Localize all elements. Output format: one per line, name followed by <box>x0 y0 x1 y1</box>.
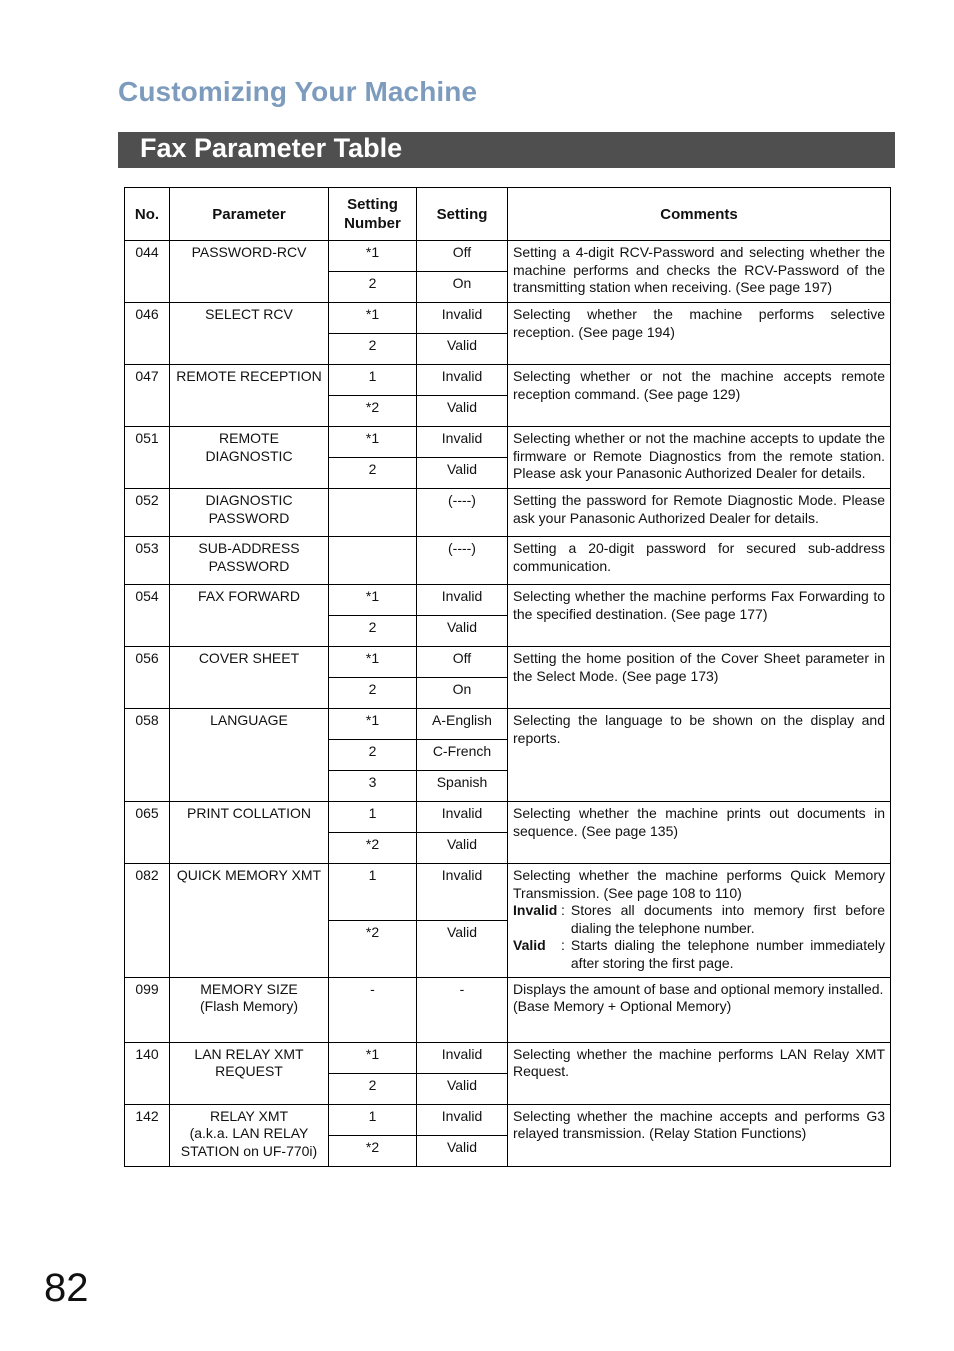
column-header-no: No. <box>125 188 170 241</box>
setting-value: Invalid <box>417 1042 508 1073</box>
setting-value: - <box>417 977 508 1042</box>
param-number: 052 <box>125 489 170 537</box>
setting-value: Invalid <box>417 1104 508 1135</box>
setting-value: Invalid <box>417 303 508 334</box>
setting-value: Off <box>417 241 508 272</box>
column-header-setting-number: Setting Number <box>329 188 417 241</box>
setting-value: Valid <box>417 396 508 427</box>
setting-value: Invalid <box>417 864 508 921</box>
column-header-setting: Setting <box>417 188 508 241</box>
fax-parameter-table <box>124 187 891 1167</box>
setting-number: *1 <box>329 427 417 458</box>
chapter-title: Customizing Your Machine <box>118 76 478 107</box>
setting-number: 3 <box>329 771 417 802</box>
page-number: 82 <box>44 1266 89 1310</box>
param-comment <box>508 1042 891 1104</box>
note-text: Starts dialing the telephone number immediately after storing the first page. <box>570 937 885 971</box>
setting-number <box>329 489 417 537</box>
comment-text: Selecting whether the machine performs Quick Memory Transmission. (See page 108 to 110) <box>513 867 885 901</box>
table-row <box>125 303 891 334</box>
param-comment <box>508 585 891 647</box>
param-comment <box>508 802 891 864</box>
setting-number: 2 <box>329 334 417 365</box>
param-comment <box>508 427 891 489</box>
table-body <box>125 241 891 1167</box>
table-row <box>125 489 891 537</box>
table-header-row <box>125 188 891 241</box>
comment-text: Selecting whether or not the machine accepts to update the firmware or Remote Diagnostics from the remote station. Please ask your Panasonic Authorized Dealer for details. <box>513 430 885 482</box>
table-row <box>125 709 891 740</box>
setting-number: 2 <box>329 272 417 303</box>
note-separator: : <box>561 902 565 919</box>
setting-value: Invalid <box>417 802 508 833</box>
setting-number: *1 <box>329 647 417 678</box>
param-name: LANGUAGE <box>170 709 329 802</box>
param-number: 065 <box>125 802 170 864</box>
comment-text: Selecting whether the machine prints out documents in sequence. (See page 135) <box>513 805 885 839</box>
comment-text: Selecting whether the machine performs LAN Relay XMT Request. <box>513 1045 885 1080</box>
param-name: QUICK MEMORY XMT <box>170 864 329 978</box>
setting-number: 2 <box>329 1073 417 1104</box>
setting-number: - <box>329 977 417 1042</box>
column-header-comments: Comments <box>508 188 891 241</box>
setting-number: *1 <box>329 1042 417 1073</box>
setting-value: A-English <box>417 709 508 740</box>
setting-value: Spanish <box>417 771 508 802</box>
comment-text: Setting the password for Remote Diagnostic Mode. Please ask your Panasonic Authorized Dealer for details. <box>513 492 885 526</box>
param-number: 051 <box>125 427 170 489</box>
param-comment <box>508 303 891 365</box>
setting-number: 1 <box>329 802 417 833</box>
note-key: Invalid <box>513 902 558 919</box>
table-row <box>125 241 891 272</box>
param-number: 058 <box>125 709 170 802</box>
comment-text: Setting a 20-digit password for secured sub-address communication. <box>513 540 885 574</box>
setting-value: C-French <box>417 740 508 771</box>
setting-value: Valid <box>417 334 508 365</box>
setting-number: *2 <box>329 920 417 977</box>
table-row <box>125 977 891 1042</box>
setting-number: 2 <box>329 616 417 647</box>
param-number: 053 <box>125 537 170 585</box>
setting-number: 2 <box>329 678 417 709</box>
comment-text: Displays the amount of base and optional memory installed. (Base Memory + Optional Memory) <box>513 980 884 1015</box>
param-comment <box>508 977 891 1042</box>
setting-value: Off <box>417 647 508 678</box>
param-number: 099 <box>125 977 170 1042</box>
setting-value: Valid <box>417 616 508 647</box>
setting-value: On <box>417 272 508 303</box>
comment-text: Selecting the language to be shown on the display and reports. <box>513 712 885 746</box>
setting-value: On <box>417 678 508 709</box>
param-comment <box>508 1104 891 1166</box>
table-row <box>125 1042 891 1073</box>
table-row <box>125 864 891 921</box>
setting-value: (----) <box>417 537 508 585</box>
note-text: Stores all documents into memory first before dialing the telephone number. <box>570 902 885 936</box>
setting-number: *2 <box>329 833 417 864</box>
column-header-parameter: Parameter <box>170 188 329 241</box>
comment-text: Selecting whether or not the machine accepts remote reception command. (See page 129) <box>513 368 885 402</box>
setting-number: 2 <box>329 740 417 771</box>
param-comment <box>508 489 891 537</box>
setting-number: *1 <box>329 241 417 272</box>
setting-value: Valid <box>417 833 508 864</box>
setting-value: Invalid <box>417 365 508 396</box>
param-number: 140 <box>125 1042 170 1104</box>
param-comment <box>508 537 891 585</box>
param-name: FAX FORWARD <box>170 585 329 647</box>
setting-value: Valid <box>417 920 508 977</box>
param-comment <box>508 864 891 978</box>
param-name: COVER SHEET <box>170 647 329 709</box>
comment-text: Selecting whether the machine performs selective reception. (See page 194) <box>513 306 885 340</box>
setting-number: *1 <box>329 303 417 334</box>
comment-text: Selecting whether the machine accepts and performs G3 relayed transmission. (Relay Station Functions) <box>513 1107 885 1142</box>
setting-value: Valid <box>417 1135 508 1166</box>
setting-value: Valid <box>417 458 508 489</box>
param-name: PASSWORD-RCV <box>170 241 329 303</box>
param-number: 046 <box>125 303 170 365</box>
table-row <box>125 647 891 678</box>
table-row <box>125 1104 891 1135</box>
table-row <box>125 365 891 396</box>
param-name: SELECT RCV <box>170 303 329 365</box>
setting-number: *1 <box>329 585 417 616</box>
comment-note <box>513 937 885 972</box>
comment-note <box>513 902 885 937</box>
param-name: MEMORY SIZE (Flash Memory) <box>170 977 329 1042</box>
param-comment <box>508 647 891 709</box>
setting-value: Invalid <box>417 585 508 616</box>
param-name: RELAY XMT (a.k.a. LAN RELAY STATION on UF-770i) <box>170 1104 329 1166</box>
param-number: 044 <box>125 241 170 303</box>
param-comment <box>508 365 891 427</box>
param-name: DIAGNOSTIC PASSWORD <box>170 489 329 537</box>
param-name: REMOTE RECEPTION <box>170 365 329 427</box>
section-title: Fax Parameter Table <box>140 133 403 163</box>
setting-value: Invalid <box>417 427 508 458</box>
table-row <box>125 537 891 585</box>
param-comment <box>508 709 891 802</box>
setting-number: *1 <box>329 709 417 740</box>
param-comment <box>508 241 891 303</box>
param-number: 054 <box>125 585 170 647</box>
comment-text: Setting a 4-digit RCV-Password and selecting whether the machine performs and checks the RCV-Password of the transmitting station when receiving. (See page 197) <box>513 244 885 296</box>
comment-text: Selecting whether the machine performs Fax Forwarding to the specified destination. (See page 177) <box>513 588 885 622</box>
table-row <box>125 427 891 458</box>
setting-number <box>329 537 417 585</box>
comment-text: Setting the home position of the Cover Sheet parameter in the Select Mode. (See page 173) <box>513 650 885 684</box>
param-name: SUB-ADDRESS PASSWORD <box>170 537 329 585</box>
setting-number: *2 <box>329 396 417 427</box>
param-name: LAN RELAY XMT REQUEST <box>170 1042 329 1104</box>
setting-number: 1 <box>329 1104 417 1135</box>
setting-number: 2 <box>329 458 417 489</box>
param-number: 056 <box>125 647 170 709</box>
param-name: REMOTE DIAGNOSTIC <box>170 427 329 489</box>
setting-number: 1 <box>329 365 417 396</box>
section-banner <box>118 132 895 168</box>
param-number: 082 <box>125 864 170 978</box>
setting-value: (----) <box>417 489 508 537</box>
setting-number: *2 <box>329 1135 417 1166</box>
table-row <box>125 585 891 616</box>
table-row <box>125 802 891 833</box>
param-name: PRINT COLLATION <box>170 802 329 864</box>
param-number: 142 <box>125 1104 170 1166</box>
note-key: Valid <box>513 937 546 954</box>
setting-value: Valid <box>417 1073 508 1104</box>
note-separator: : <box>561 937 565 954</box>
param-number: 047 <box>125 365 170 427</box>
setting-number: 1 <box>329 864 417 921</box>
